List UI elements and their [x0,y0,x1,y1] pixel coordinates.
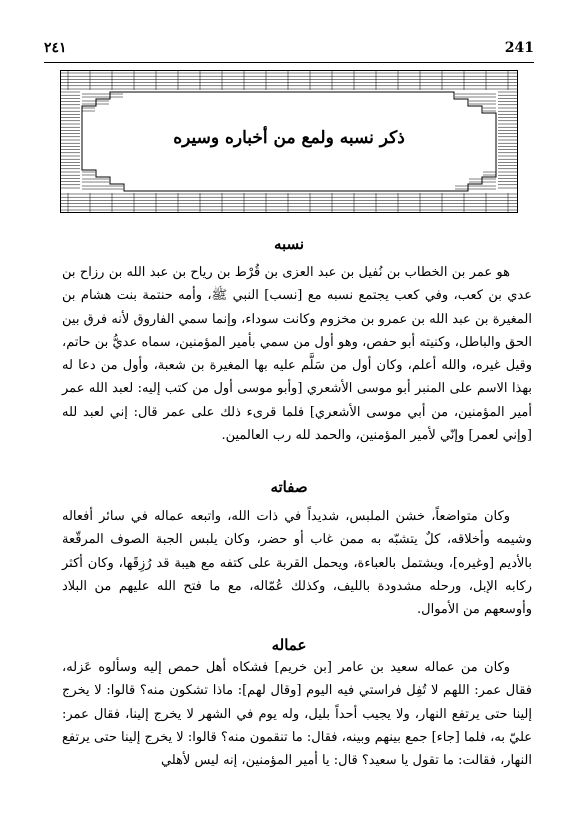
paragraph-qualities: وكان متواضعاً، خشن الملبس، شديداً في ذات الله، واتبعه عماله في سائر أفعاله وشيمه وأخلاقه، كلٌ يتشبّه به ممن غاب أو حضر، وكان يلبس الجبة الصوف المرقّعة بالأديم [وغيره]، ويشتمل بالعباءة، ويحمل القربة على كتفه مع هيبة قد رُزِقَها، وكان أكثر ركابه الإبل، ورحله مشدودة بالليف، وكذلك عُمّاله، مع ما فتح الله عليهم من البلاد وأوسعهم من الأموال. [62,509,532,618]
page-number-arabic: ٢٤١ [44,40,67,56]
header-rule [44,62,534,63]
paragraph-governors: وكان من عماله سعيد بن عامر [بن خريم] فشكاه أهل حمص إليه وسألوه عَزله، فقال عمر: اللهم لا تُفِل فراستي فيه اليوم [وقال لهم]: ماذا تشكون منه؟ قالوا: لا يخرج إلينا حتى يرتفع النهار، ولا يجيب أحداً بليل، وله يوم في الشهر لا يخرج إلينا، فقال عمر: عليّ به، فلما [جاء] جمع بينهم وبينه، فقال: ما تنقمون منه؟ قالوا: لا يخرج إلينا حتى يرتفع النهار، فقالت: ما تقول يا سعيد؟ قال: يا أمير المؤمنين، إنه ليس لأهلي [62,660,532,769]
section-heading-qualities: صفاته [270,478,308,496]
paragraph-lineage: هو عمر بن الخطاب بن نُفيل بن عبد العزى بن قُرْط بن رياح بن عبد الله بن رزاح بن عدي بن كعب، وفي كعب يجتمع نسبه مع [نسب] النبي ﷺ، وأمه حنتمة بنت هشام بن المغيرة بن عبد الله بن عمرو بن مخزوم وكانت سوداء، وإنما سمي الفاروق لأنه فرق بين الحق والباطل، وكنيته أبو حفص، وهو أول من سمي بأمير المؤمنين، سماه عديُّ بن حاتم، وقيل غيره، والله أعلم، وكان أول من سَلَّم عليه بها المغيرة بن شعبة، وأول من دعا له بهذا الاسم على المنبر أبو موسى الأشعري [وأبو موسى أول من كتب إليه: لعبد الله عمر أمير المؤمنين، من أبي موسى الأشعري] فلما قرىء ذلك على عمر قال: إني لعبد لله [وإني لعمر] وإنّي لأمير المؤمنين، والحمد لله رب العالمين. [62,265,532,444]
chapter-title: ذكر نسبه ولمع من أخباره وسيره [173,128,405,148]
section-heading-lineage: نسبه [273,235,305,253]
chapter-title-frame [60,70,518,213]
section-heading-governors: عماله [271,636,307,654]
page-number-latin: 241 [504,40,534,56]
